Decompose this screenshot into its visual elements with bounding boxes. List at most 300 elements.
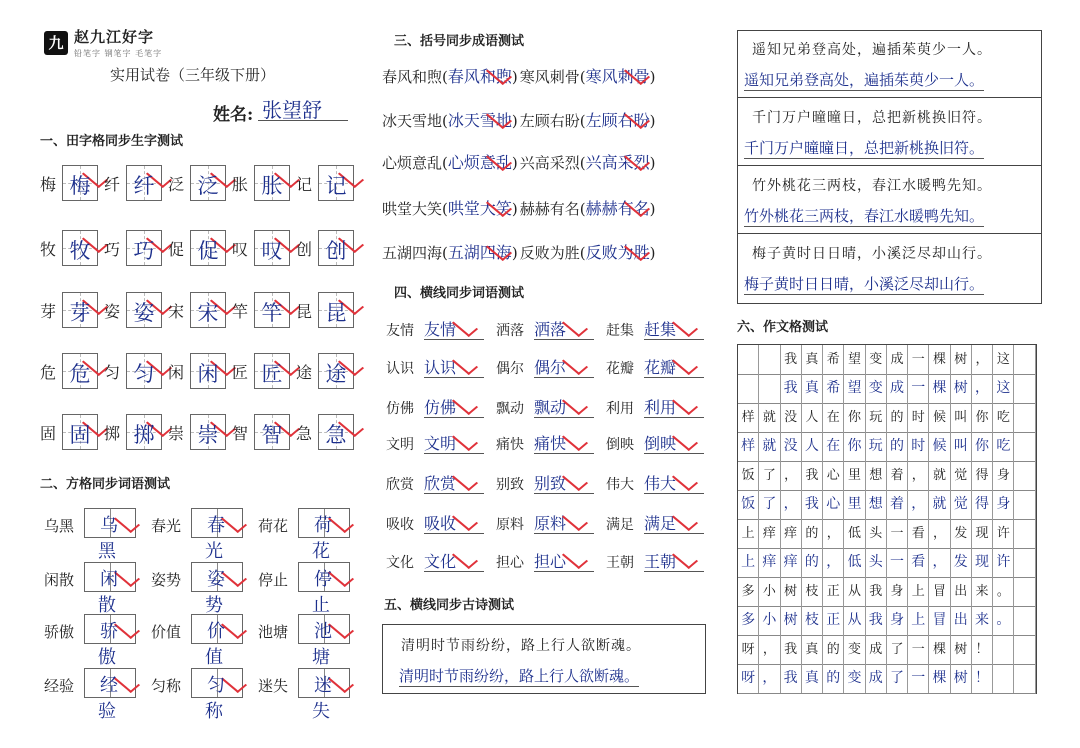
line-word: 吸收 [386, 517, 414, 533]
composition-cell: 玩 [866, 403, 887, 432]
composition-cell: 低 [844, 548, 865, 577]
composition-cell: 成 [866, 664, 887, 693]
idiom-paren: (冰天雪地) [442, 108, 518, 131]
tianzige-row [40, 230, 360, 266]
idiom-row [382, 64, 656, 87]
tianzige-item [168, 292, 232, 328]
tianzige-item [104, 292, 168, 328]
tianzige-row [40, 165, 360, 201]
tianzige-box [254, 230, 290, 266]
line-answer: 痛快 [534, 431, 594, 454]
tianzige-box [318, 414, 354, 450]
line-word: 认识 [386, 361, 414, 377]
composition-cell: 觉 [951, 490, 972, 519]
section-1-title: 一、田字格同步生字测试 [40, 134, 184, 149]
composition-cell: 身 [887, 606, 908, 635]
line-word: 文化 [386, 555, 414, 571]
fangge-box [84, 614, 136, 668]
idiom-item [520, 64, 656, 87]
tianzige-answer: 竿 [261, 301, 283, 325]
fangge-item [151, 614, 261, 668]
composition-row [738, 606, 1036, 636]
composition-cell: 了 [759, 461, 780, 490]
composition-cell: 一 [887, 519, 908, 548]
composition-cell: 痒 [781, 548, 802, 577]
tianzige-item [296, 292, 360, 328]
composition-cell: 的 [887, 432, 908, 461]
composition-cell: 树 [951, 345, 972, 374]
composition-cell [1014, 548, 1035, 577]
composition-cell: 想 [866, 461, 887, 490]
line-item [496, 512, 606, 536]
composition-cell: ！ [972, 664, 993, 693]
poem-divider [738, 97, 1041, 98]
line-word: 赶集 [606, 323, 634, 339]
tianzige-box [62, 292, 98, 328]
tianzige-item [296, 353, 360, 389]
tianzige-box [190, 165, 226, 201]
fangge-word: 经验 [44, 677, 75, 695]
idiom-paren: (反败为胜) [580, 240, 656, 263]
composition-row [738, 374, 1036, 404]
composition-cell: 真 [802, 374, 823, 403]
composition-cell: 里 [844, 490, 865, 519]
line-item [386, 512, 496, 536]
composition-cell: 多 [738, 577, 759, 606]
fangge-item [44, 614, 154, 668]
fangge-answer: 匀称 [205, 675, 231, 722]
composition-cell: 冒 [929, 606, 950, 635]
composition-cell: 来 [972, 606, 993, 635]
tianzige-char: 宋 [168, 302, 185, 321]
tianzige-answer: 宋 [197, 301, 219, 325]
tianzige-answer: 危 [69, 362, 91, 386]
composition-cell: ， [823, 548, 844, 577]
composition-cell [993, 664, 1014, 693]
fangge-answer: 池塘 [312, 621, 338, 668]
composition-cell: ， [759, 664, 780, 693]
poem-handwritten: 遥知兄弟登高处，遍插茱萸少一人。 [744, 71, 985, 89]
poem-box-6 [737, 30, 1042, 304]
tianzige-answer: 叹 [261, 239, 283, 263]
tianzige-box [254, 292, 290, 328]
line-answer: 赶集 [644, 317, 704, 340]
tianzige-row [40, 414, 360, 450]
composition-cell: 多 [738, 606, 759, 635]
composition-cell: 时 [908, 403, 929, 432]
brand-subtitle: 铅笔字 钢笔字 毛笔字 [74, 49, 163, 58]
line-word: 洒落 [496, 323, 524, 339]
composition-cell: 人 [802, 432, 823, 461]
composition-cell: 成 [887, 374, 908, 403]
composition-cell: 棵 [929, 374, 950, 403]
poem-box-5 [382, 624, 706, 694]
composition-cell: 望 [844, 345, 865, 374]
fangge-item [258, 614, 368, 668]
composition-cell: 了 [887, 635, 908, 664]
composition-cell: 上 [738, 519, 759, 548]
line-answer: 担心 [534, 549, 594, 572]
poem-divider [738, 233, 1041, 234]
idiom-word: 兴高采烈 [519, 154, 580, 172]
composition-cell: ， [972, 345, 993, 374]
composition-cell: 变 [866, 374, 887, 403]
line-answer: 欣赏 [424, 471, 484, 494]
tianzige-char: 叹 [232, 240, 249, 259]
idiom-word: 寒风刺骨 [519, 68, 580, 86]
fangge-answer: 迷失 [312, 675, 338, 722]
tianzige-char: 匀 [104, 363, 121, 382]
composition-cell: 身 [887, 577, 908, 606]
composition-cell: 树 [781, 577, 802, 606]
idiom-answer: 左顾右盼 [585, 111, 650, 130]
line-answer: 认识 [424, 355, 484, 378]
line-item [386, 550, 496, 574]
composition-cell: 就 [759, 403, 780, 432]
idiom-paren: (心烦意乱) [442, 150, 518, 173]
tianzige-item [104, 165, 168, 201]
line-item [386, 432, 496, 456]
tianzige-answer: 芽 [69, 301, 91, 325]
idiom-answer: 寒风刺骨 [585, 67, 650, 86]
composition-cell: 变 [844, 664, 865, 693]
line-answer: 伟大 [644, 471, 704, 494]
fangge-answer: 春光 [205, 515, 231, 562]
line-item [606, 396, 716, 420]
composition-cell: 希 [823, 345, 844, 374]
idiom-word: 五湖四海 [382, 244, 443, 262]
tianzige-char: 芽 [40, 302, 57, 321]
composition-cell: 。 [993, 577, 1014, 606]
tianzige-char: 促 [168, 240, 185, 259]
composition-cell: ， [908, 461, 929, 490]
composition-row [738, 548, 1036, 578]
tianzige-item [232, 292, 296, 328]
idiom-row [382, 108, 656, 131]
tianzige-box [62, 353, 98, 389]
poem-print: 遥知兄弟登高处，遍插茱萸少一人。 [752, 42, 992, 58]
fangge-word: 池塘 [258, 623, 289, 641]
composition-cell: 棵 [929, 664, 950, 693]
tianzige-answer: 匀 [133, 362, 155, 386]
idiom-answer: 春风和煦 [447, 67, 512, 86]
poem-divider [738, 165, 1041, 166]
tianzige-box [318, 353, 354, 389]
composition-cell: 身 [993, 490, 1014, 519]
composition-cell: 的 [823, 635, 844, 664]
idiom-answer: 赫赫有名 [585, 199, 650, 218]
composition-cell: 没 [781, 403, 802, 432]
composition-cell: ， [929, 519, 950, 548]
idiom-answer: 冰天雪地 [447, 111, 512, 130]
composition-cell: 得 [972, 490, 993, 519]
line-word: 偶尔 [496, 361, 524, 377]
idiom-paren: (左顾右盼) [580, 108, 656, 131]
line-item [606, 472, 716, 496]
composition-cell: 上 [908, 606, 929, 635]
fangge-box [298, 614, 350, 668]
tianzige-answer: 昆 [325, 301, 347, 325]
composition-cell: 枝 [802, 606, 823, 635]
idiom-word: 心烦意乱 [382, 154, 443, 172]
poem-handwritten: 千门万户曈曈日，总把新桃换旧符。 [744, 139, 985, 157]
tianzige-char: 创 [296, 240, 313, 259]
tianzige-answer: 记 [325, 174, 347, 198]
composition-cell: 许 [993, 548, 1014, 577]
composition-cell [1014, 432, 1035, 461]
idiom-item [382, 64, 518, 87]
tianzige-char: 牧 [40, 240, 57, 259]
name-label: 姓名: [213, 105, 254, 125]
composition-cell: 就 [759, 432, 780, 461]
idiom-word: 左顾右盼 [519, 112, 580, 130]
fangge-box [84, 508, 136, 562]
composition-cell: 时 [908, 432, 929, 461]
composition-cell: 变 [844, 635, 865, 664]
fangge-answer: 姿势 [205, 569, 231, 616]
line-answer: 原料 [534, 511, 594, 534]
poem-handwritten: 清明时节雨纷纷，路上行人欲断魂。 [399, 667, 640, 685]
composition-row [738, 635, 1036, 665]
idiom-row [382, 196, 656, 219]
fangge-item [44, 562, 154, 616]
idiom-item [520, 196, 656, 219]
poem-handwritten: 梅子黄时日日晴，小溪泛尽却山行。 [744, 275, 985, 293]
composition-cell: 在 [823, 403, 844, 432]
section-4-title: 四、横线同步词语测试 [394, 286, 525, 301]
composition-cell: 出 [951, 606, 972, 635]
composition-row [738, 432, 1036, 462]
fangge-box [191, 508, 243, 562]
poem-print: 千门万户曈曈日，总把新桃换旧符。 [752, 110, 992, 126]
tianzige-item [168, 353, 232, 389]
composition-cell: 吃 [993, 432, 1014, 461]
idiom-item [382, 150, 518, 173]
line-word: 满足 [606, 517, 634, 533]
fangge-word: 荷花 [258, 517, 289, 535]
tianzige-char: 纤 [104, 175, 121, 194]
tianzige-answer: 崇 [197, 423, 219, 447]
tianzige-item [40, 230, 104, 266]
composition-cell: 望 [844, 374, 865, 403]
composition-row [738, 403, 1036, 433]
line-answer: 飘动 [534, 395, 594, 418]
fangge-item [258, 508, 368, 562]
composition-row [738, 577, 1036, 607]
idiom-answer: 兴高采烈 [585, 153, 650, 172]
composition-cell: 觉 [951, 461, 972, 490]
composition-cell: 真 [802, 635, 823, 664]
composition-cell [1014, 461, 1035, 490]
line-item [386, 356, 496, 380]
composition-cell: 树 [781, 606, 802, 635]
composition-cell: 这 [993, 345, 1014, 374]
brand-logo [44, 26, 162, 59]
composition-cell: 着 [887, 490, 908, 519]
fangge-word: 闲散 [44, 571, 75, 589]
composition-cell: 叫 [951, 432, 972, 461]
tianzige-row [40, 292, 360, 328]
fangge-item [44, 668, 154, 722]
line-item [606, 318, 716, 342]
line-item [386, 472, 496, 496]
line-word: 王朝 [606, 555, 634, 571]
tianzige-char: 急 [296, 424, 313, 443]
line-word: 别致 [496, 477, 524, 493]
idiom-word: 哄堂大笑 [382, 200, 443, 218]
line-item [496, 550, 606, 574]
tianzige-box [126, 414, 162, 450]
line-word: 花瓣 [606, 361, 634, 377]
tianzige-item [104, 414, 168, 450]
composition-cell: 发 [951, 548, 972, 577]
line-item [496, 472, 606, 496]
idiom-answer: 心烦意乱 [447, 153, 512, 172]
composition-cell: 呀 [738, 635, 759, 664]
composition-cell: 真 [802, 345, 823, 374]
line-word: 飘动 [496, 401, 524, 417]
tianzige-item [296, 230, 360, 266]
tianzige-char: 巧 [104, 240, 121, 259]
poem-print: 清明时节雨纷纷，路上行人欲断魂。 [401, 638, 641, 654]
fangge-answer: 经验 [98, 675, 124, 722]
composition-cell: 我 [781, 664, 802, 693]
composition-cell: 候 [929, 432, 950, 461]
composition-cell: 一 [887, 548, 908, 577]
fangge-answer: 闲散 [98, 569, 124, 616]
line-answer: 文化 [424, 549, 484, 572]
composition-cell: 的 [802, 519, 823, 548]
line-word: 仿佛 [386, 401, 414, 417]
line-item [606, 432, 716, 456]
name-value: 张望舒 [262, 98, 322, 122]
composition-cell: 痒 [759, 548, 780, 577]
tianzige-box [62, 165, 98, 201]
composition-cell: 身 [993, 461, 1014, 490]
tianzige-box [62, 230, 98, 266]
line-answer: 倒映 [644, 431, 704, 454]
composition-cell: ！ [972, 635, 993, 664]
composition-cell: 这 [993, 374, 1014, 403]
tianzige-box [126, 230, 162, 266]
line-item [606, 550, 716, 574]
composition-cell: 的 [823, 664, 844, 693]
composition-cell: ， [972, 374, 993, 403]
idiom-answer: 五湖四海 [447, 243, 512, 262]
composition-cell: 来 [972, 577, 993, 606]
line-word: 友情 [386, 323, 414, 339]
fangge-answer: 骄傲 [98, 621, 124, 668]
composition-cell: 饭 [738, 461, 759, 490]
idiom-paren: (五湖四海) [442, 240, 518, 263]
line-item [496, 356, 606, 380]
fangge-word: 春光 [151, 517, 182, 535]
tianzige-char: 记 [296, 175, 313, 194]
tianzige-box [254, 414, 290, 450]
composition-cell: 上 [908, 577, 929, 606]
tianzige-box [318, 165, 354, 201]
composition-cell: 想 [866, 490, 887, 519]
composition-cell: 你 [972, 403, 993, 432]
fangge-word: 价值 [151, 623, 182, 641]
composition-cell: 树 [951, 664, 972, 693]
line-word: 文明 [386, 437, 414, 453]
composition-cell: 我 [866, 606, 887, 635]
composition-cell [1014, 664, 1035, 693]
line-item [496, 318, 606, 342]
composition-cell: 心 [823, 490, 844, 519]
tianzige-row [40, 353, 360, 389]
tianzige-char: 闲 [168, 363, 185, 382]
line-item [606, 512, 716, 536]
composition-cell: ， [908, 490, 929, 519]
fangge-item [151, 668, 261, 722]
idiom-item [520, 150, 656, 173]
composition-cell: 着 [887, 461, 908, 490]
fangge-box [191, 668, 243, 722]
fangge-answer: 乌黑 [98, 515, 124, 562]
idiom-paren: (寒风刺骨) [580, 64, 656, 87]
line-answer: 偶尔 [534, 355, 594, 378]
idiom-row [382, 150, 656, 173]
tianzige-answer: 泛 [197, 174, 219, 198]
fangge-answer: 停止 [312, 569, 338, 616]
tianzige-answer: 固 [69, 423, 91, 447]
section-5-title: 五、横线同步古诗测试 [384, 598, 515, 613]
composition-cell: 吃 [993, 403, 1014, 432]
tianzige-box [254, 353, 290, 389]
tianzige-char: 姿 [104, 302, 121, 321]
idiom-paren: (春风和煦) [442, 64, 518, 87]
composition-cell: 心 [823, 461, 844, 490]
idiom-word: 反败为胜 [519, 244, 580, 262]
composition-cell: 变 [866, 345, 887, 374]
tianzige-item [232, 414, 296, 450]
line-word: 痛快 [496, 437, 524, 453]
idiom-row [382, 240, 656, 263]
line-item [386, 318, 496, 342]
fangge-word: 停止 [258, 571, 289, 589]
tianzige-answer: 梅 [69, 174, 91, 198]
brand-icon: 九 [44, 31, 68, 55]
composition-cell: ， [929, 548, 950, 577]
idiom-word: 冰天雪地 [382, 112, 443, 130]
tianzige-item [40, 165, 104, 201]
composition-cell: 你 [844, 403, 865, 432]
line-answer: 吸收 [424, 511, 484, 534]
composition-cell: 冒 [929, 577, 950, 606]
composition-cell: 呀 [738, 664, 759, 693]
composition-cell: 看 [908, 519, 929, 548]
idiom-item [382, 196, 518, 219]
idiom-word: 春风和煦 [382, 68, 443, 86]
tianzige-box [62, 414, 98, 450]
composition-cell: 我 [866, 577, 887, 606]
composition-cell: ， [781, 461, 802, 490]
poem-handwritten: 竹外桃花三两枝，春江水暖鸭先知。 [744, 207, 985, 225]
tianzige-answer: 途 [325, 362, 347, 386]
tianzige-char: 固 [40, 424, 57, 443]
composition-cell: 痒 [781, 519, 802, 548]
tianzige-answer: 牧 [69, 239, 91, 263]
composition-cell [1014, 635, 1035, 664]
tianzige-char: 智 [232, 424, 249, 443]
tianzige-box [126, 165, 162, 201]
tianzige-box [318, 230, 354, 266]
composition-cell: ， [759, 635, 780, 664]
tianzige-box [126, 353, 162, 389]
tianzige-box [126, 292, 162, 328]
